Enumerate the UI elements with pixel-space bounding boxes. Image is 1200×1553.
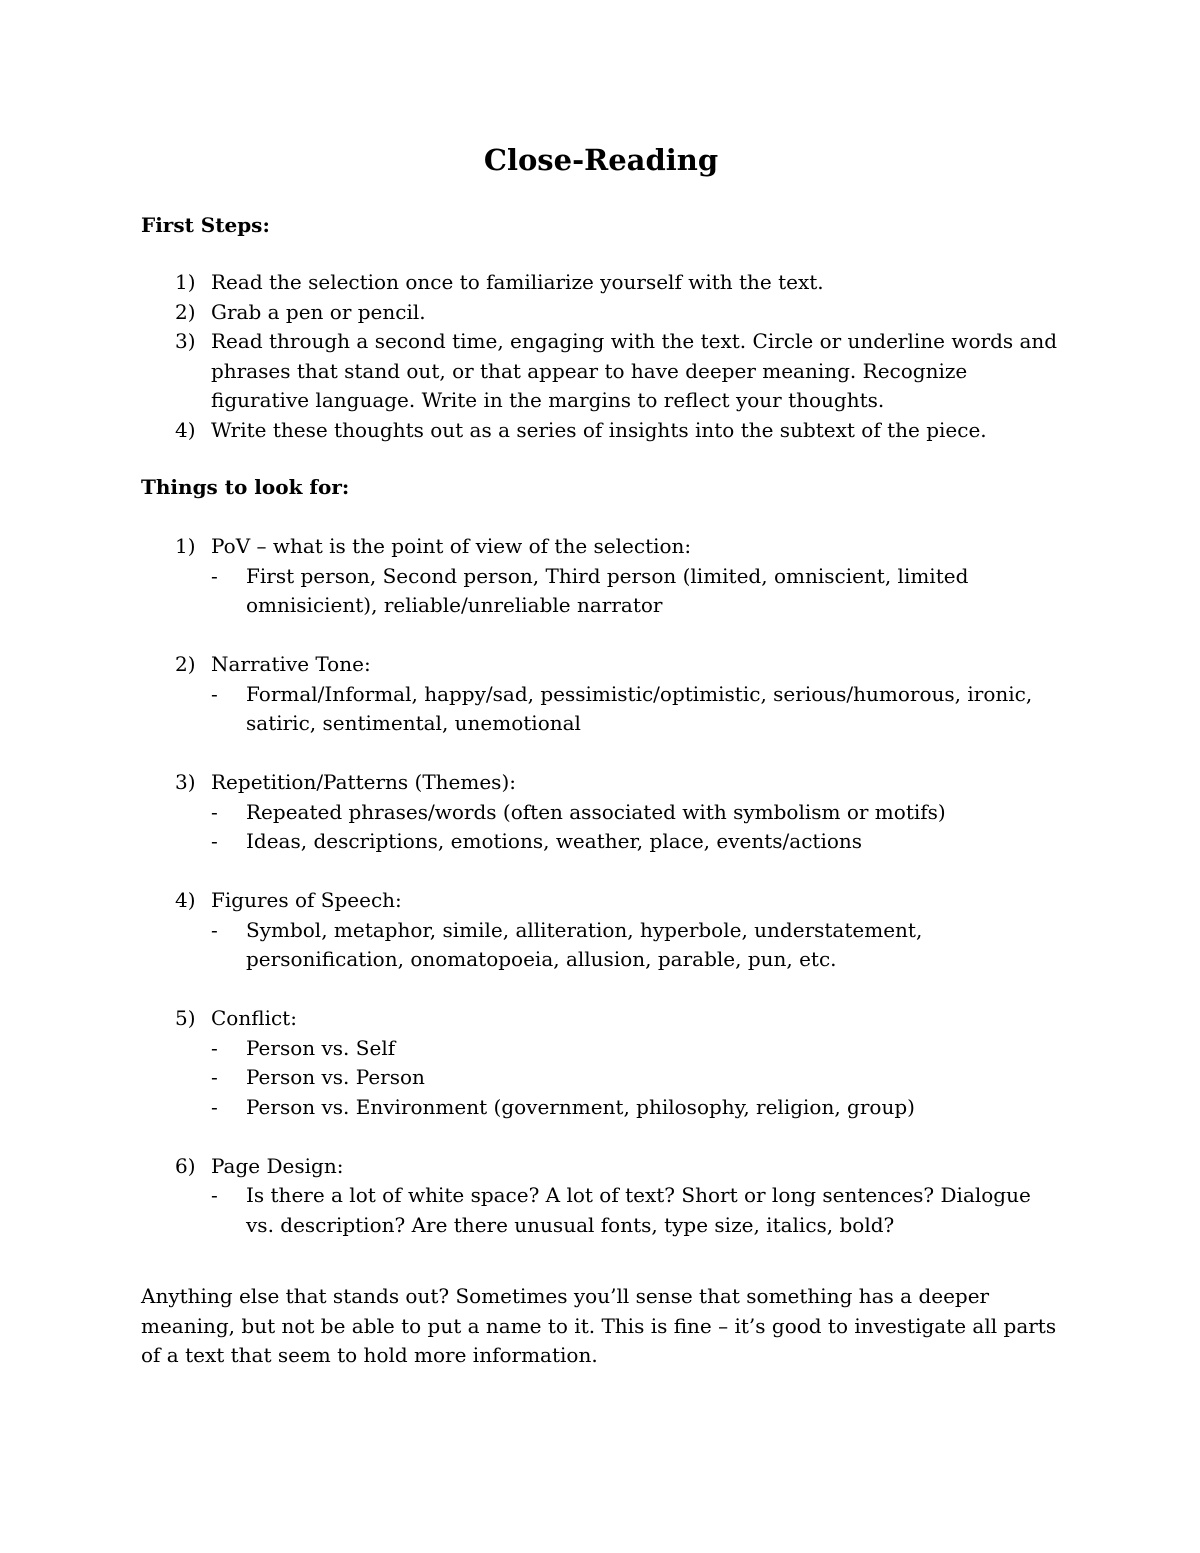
sub-list	[211, 562, 1061, 621]
sub-item-text: Person vs. Person	[246, 1065, 425, 1089]
item-number: 2)	[175, 299, 196, 324]
item-number: 3)	[175, 770, 196, 794]
item-number: 5)	[175, 1006, 196, 1030]
list-item	[141, 768, 1061, 857]
sub-item	[211, 827, 1061, 857]
list-item	[141, 416, 1061, 446]
sub-item-text: Is there a lot of white space? A lot of text? Short or long sentences? Dialogue vs. description? Are there unusual fonts, type size, italics, bold?	[246, 1183, 1031, 1237]
dash-bullet: -	[211, 1183, 218, 1207]
sub-item	[211, 916, 1061, 975]
first-steps-list	[141, 268, 1061, 445]
sub-list	[211, 680, 1061, 739]
list-item	[141, 268, 1061, 298]
item-number: 3)	[175, 329, 196, 353]
sub-item	[211, 680, 1061, 739]
list-item	[141, 532, 1061, 621]
sub-item	[211, 1093, 1061, 1123]
item-text: Grab a pen or pencil.	[211, 299, 426, 324]
dash-bullet: -	[211, 563, 218, 588]
things-to-look-for-heading: Things to look for:	[141, 475, 350, 499]
sub-item-text: Symbol, metaphor, simile, alliteration, hyperbole, understatement, personification, onomatopoeia, allusion, parable, pun, etc.	[246, 917, 923, 971]
sub-item	[211, 1063, 1061, 1093]
sub-item	[211, 1034, 1061, 1064]
closing-paragraph: Anything else that stands out? Sometimes you’ll sense that something has a deeper meaning, but not be able to put a name to it. This is fine – it’s good to investigate all parts of a text that seem to hold more information.	[141, 1284, 1057, 1367]
sub-list	[211, 1181, 1061, 1240]
dash-bullet: -	[211, 799, 218, 824]
item-number: 4)	[175, 417, 196, 442]
item-number: 2)	[175, 652, 196, 676]
item-text: Repetition/Patterns (Themes):	[211, 770, 516, 794]
sub-list	[211, 916, 1061, 975]
list-item	[141, 650, 1061, 739]
item-number: 1)	[175, 270, 196, 294]
item-text: Narrative Tone:	[211, 652, 371, 676]
item-text: Conflict:	[211, 1006, 297, 1030]
item-text: Write these thoughts out as a series of insights into the subtext of the piece.	[211, 417, 987, 442]
item-text: Page Design:	[211, 1153, 344, 1178]
list-item	[141, 327, 1061, 416]
list-item	[141, 1004, 1061, 1122]
dash-bullet: -	[211, 917, 218, 942]
list-item	[141, 1152, 1061, 1241]
sub-item-text: Ideas, descriptions, emotions, weather, place, events/actions	[246, 829, 863, 853]
sub-item-text: First person, Second person, Third person (limited, omniscient, limited omnisicient), reliable/unreliable narrator	[246, 563, 969, 617]
list-item	[141, 886, 1061, 975]
item-number: 6)	[175, 1153, 196, 1178]
sub-list	[211, 798, 1061, 857]
dash-bullet: -	[211, 681, 218, 706]
sub-item-text: Formal/Informal, happy/sad, pessimistic/optimistic, serious/humorous, ironic, satiric, sentimental, unemotional	[246, 681, 1033, 735]
dash-bullet: -	[211, 1035, 218, 1060]
dash-bullet: -	[211, 1065, 218, 1089]
sub-list	[211, 1034, 1061, 1123]
item-text: Figures of Speech:	[211, 888, 402, 912]
item-number: 1)	[175, 534, 196, 558]
item-text: PoV – what is the point of view of the selection:	[211, 534, 692, 558]
item-text: Read through a second time, engaging with the text. Circle or underline words and phrases that stand out, or that appear to have deeper meaning. Recognize figurative language. Write in the margins to reflect your thoughts.	[211, 329, 1058, 412]
sub-item-text: Person vs. Self	[246, 1035, 396, 1060]
dash-bullet: -	[211, 1094, 218, 1119]
sub-item	[211, 562, 1061, 621]
item-number: 4)	[175, 888, 196, 912]
sub-item	[211, 1181, 1061, 1240]
sub-item	[211, 798, 1061, 828]
sub-item-text: Repeated phrases/words (often associated with symbolism or motifs)	[246, 799, 946, 824]
dash-bullet: -	[211, 829, 218, 853]
item-text: Read the selection once to familiarize yourself with the text.	[211, 270, 824, 294]
things-list	[141, 532, 1061, 1240]
first-steps-heading: First Steps:	[141, 213, 270, 237]
list-item	[141, 298, 1061, 328]
sub-item-text: Person vs. Environment (government, philosophy, religion, group)	[246, 1094, 915, 1119]
page-title: Close-Reading	[483, 143, 719, 177]
